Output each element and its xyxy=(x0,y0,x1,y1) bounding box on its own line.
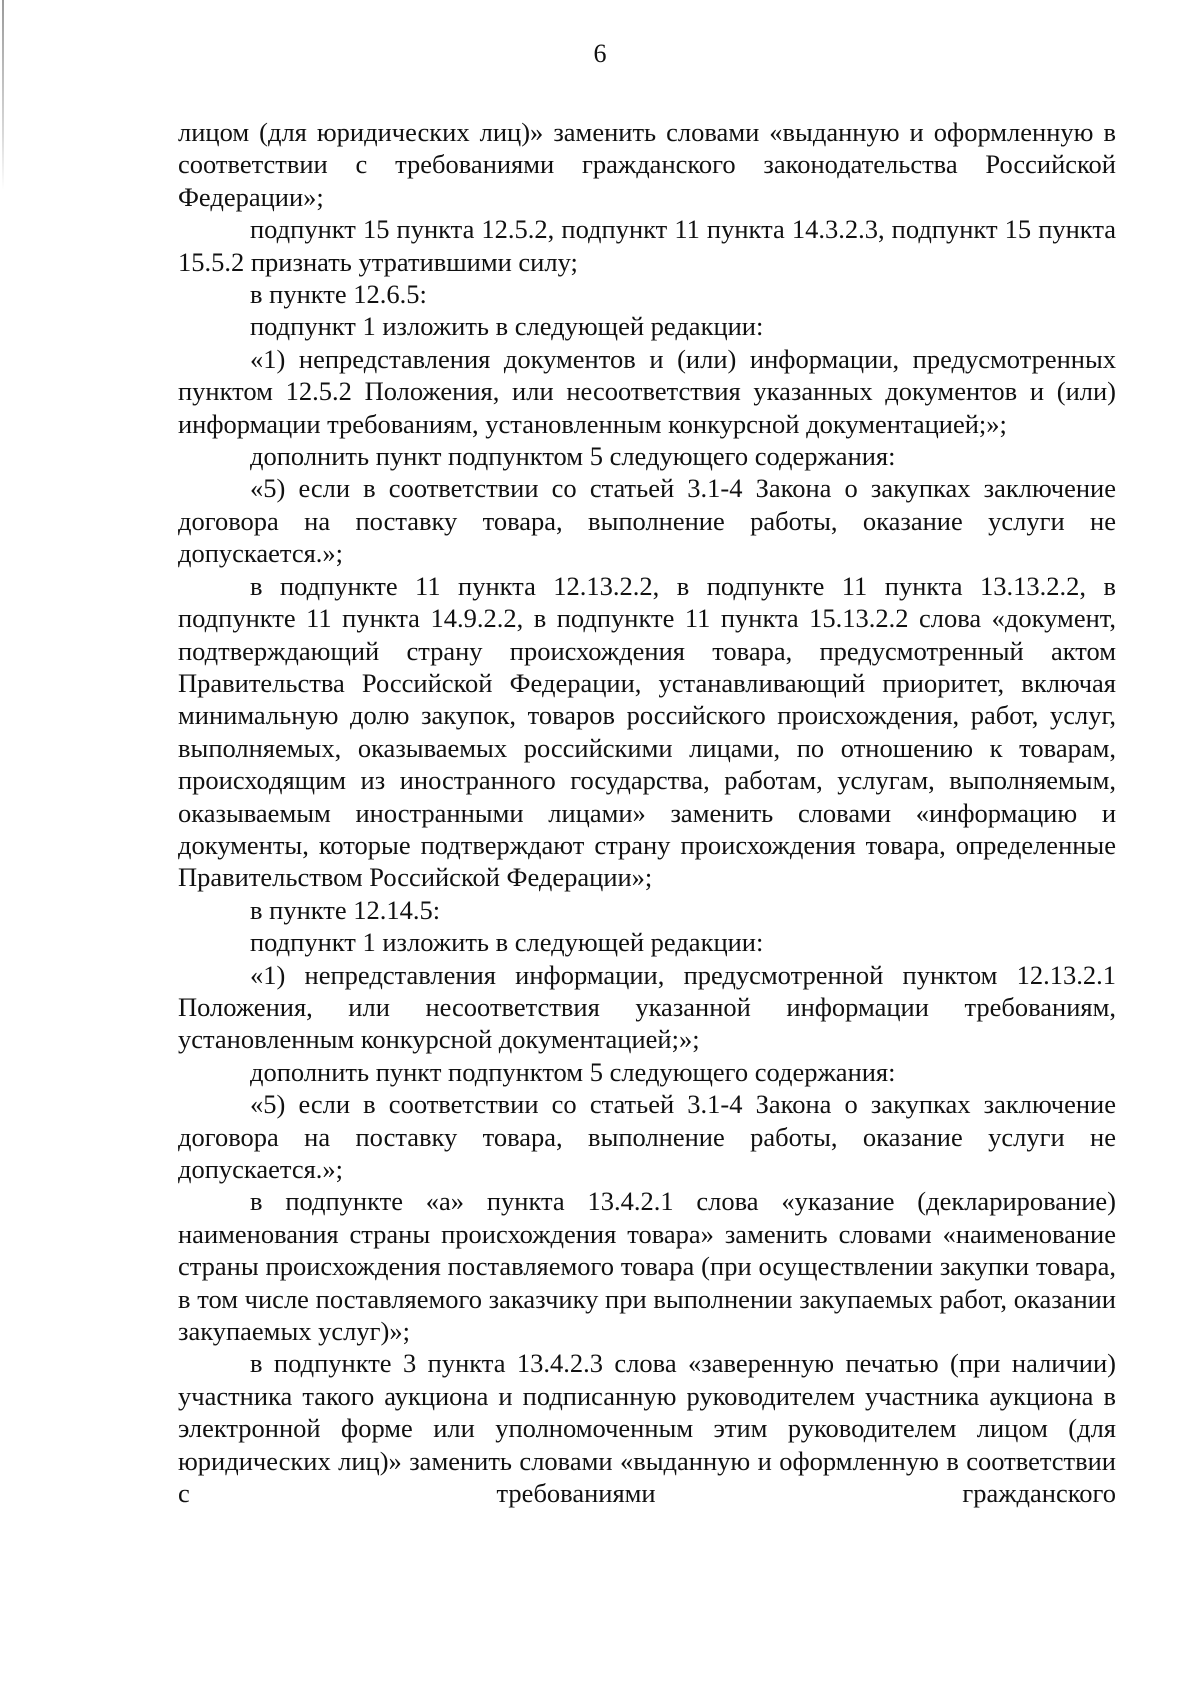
paragraph-subclause-1-edit: подпункт 1 изложить в следующей редакции: xyxy=(250,311,764,342)
document-body xyxy=(178,116,1116,1509)
paragraph-add-subclause-5: дополнить пункт подпунктом 5 следующего содержания: xyxy=(250,441,896,472)
paragraph-subclause-1-edit-second: подпункт 1 изложить в следующей редакции: xyxy=(250,927,764,958)
paragraph-invalidate-subclauses: подпункт 15 пункта 12.5.2, подпункт 11 пункта 14.3.2.3, подпункт 15 пункта 15.5.2 признать утратившими силу; xyxy=(178,214,1116,277)
paragraph-subclause-3-replacement: в подпункте 3 пункта 13.4.2.3 слова «заверенную печатью (при наличии) участника такого аукциона и подписанную руководителем участника аукциона в электронной форме или уполномоченным этим руководителем лицом (для юридических лиц)» заменить словами «выданную и оформленную в соответствии с требованиями гражданского xyxy=(178,1348,1116,1509)
paragraph-add-subclause-5-second: дополнить пункт подпунктом 5 следующего содержания: xyxy=(250,1056,896,1087)
paragraph-subclause-5-text: «5) если в соответствии со статьей 3.1-4 Закона о закупках заключение договора на поставку товара, выполнение работы, оказание услуги не допускается.»; xyxy=(178,473,1116,569)
paragraph-subclause-1-text: «1) непредставления документов и (или) информации, предусмотренных пунктом 12.5.2 Положения, или несоответствия указанных документов и (или) информации требованиям, установленным конкурсной документацией;»; xyxy=(178,343,1116,439)
scan-edge xyxy=(2,0,4,190)
paragraph-clause-12-14-5: в пункте 12.14.5: xyxy=(250,894,441,925)
paragraph-subclause-11-replacement: в подпункте 11 пункта 12.13.2.2, в подпункте 11 пункта 13.13.2.2, в подпункте 11 пункта 14.9.2.2, в подпункте 11 пункта 15.13.2.2 слова «документ, подтверждающий страну происхождения товара, предусмотренный актом Правительства Российской Федерации, устанавливающий приоритет, включая минимальную долю закупок, товаров российского происхождения, работ, услуг, выполняемых, оказываемых российскими лицами, по отношению к товарам, происходящим из иностранного государства, работам, услугам, выполняемым, оказываемым иностранными лицами» заменить словами «информацию и документы, которые подтверждают страну происхождения товара, определенные Правительством Российской Федерации»; xyxy=(178,570,1116,893)
paragraph-clause-12-6-5: в пункте 12.6.5: xyxy=(250,279,427,310)
paragraph-continuation: лицом (для юридических лиц)» заменить словами «выданную и оформленную в соответствии с требованиями гражданского законодательства Российской Федерации»; xyxy=(178,117,1116,212)
paragraph-subclause-a-replacement: в подпункте «а» пункта 13.4.2.1 слова «указание (декларирование) наименования страны происхождения товара» заменить словами «наименование страны происхождения поставляемого товара (при осуществлении закупки товара, в том числе поставляемого заказчику при выполнении закупаемых работ, оказании закупаемых услуг)»; xyxy=(178,1186,1116,1347)
page-number: 6 xyxy=(593,39,607,68)
paragraph-subclause-1-text-second: «1) непредставления информации, предусмотренной пунктом 12.13.2.1 Положения, или несоответствия указанной информации требованиям, установленным конкурсной документацией;»; xyxy=(178,959,1116,1055)
paragraph-subclause-5-text-second: «5) если в соответствии со статьей 3.1-4 Закона о закупках заключение договора на поставку товара, выполнение работы, оказание услуги не допускается.»; xyxy=(178,1089,1116,1184)
